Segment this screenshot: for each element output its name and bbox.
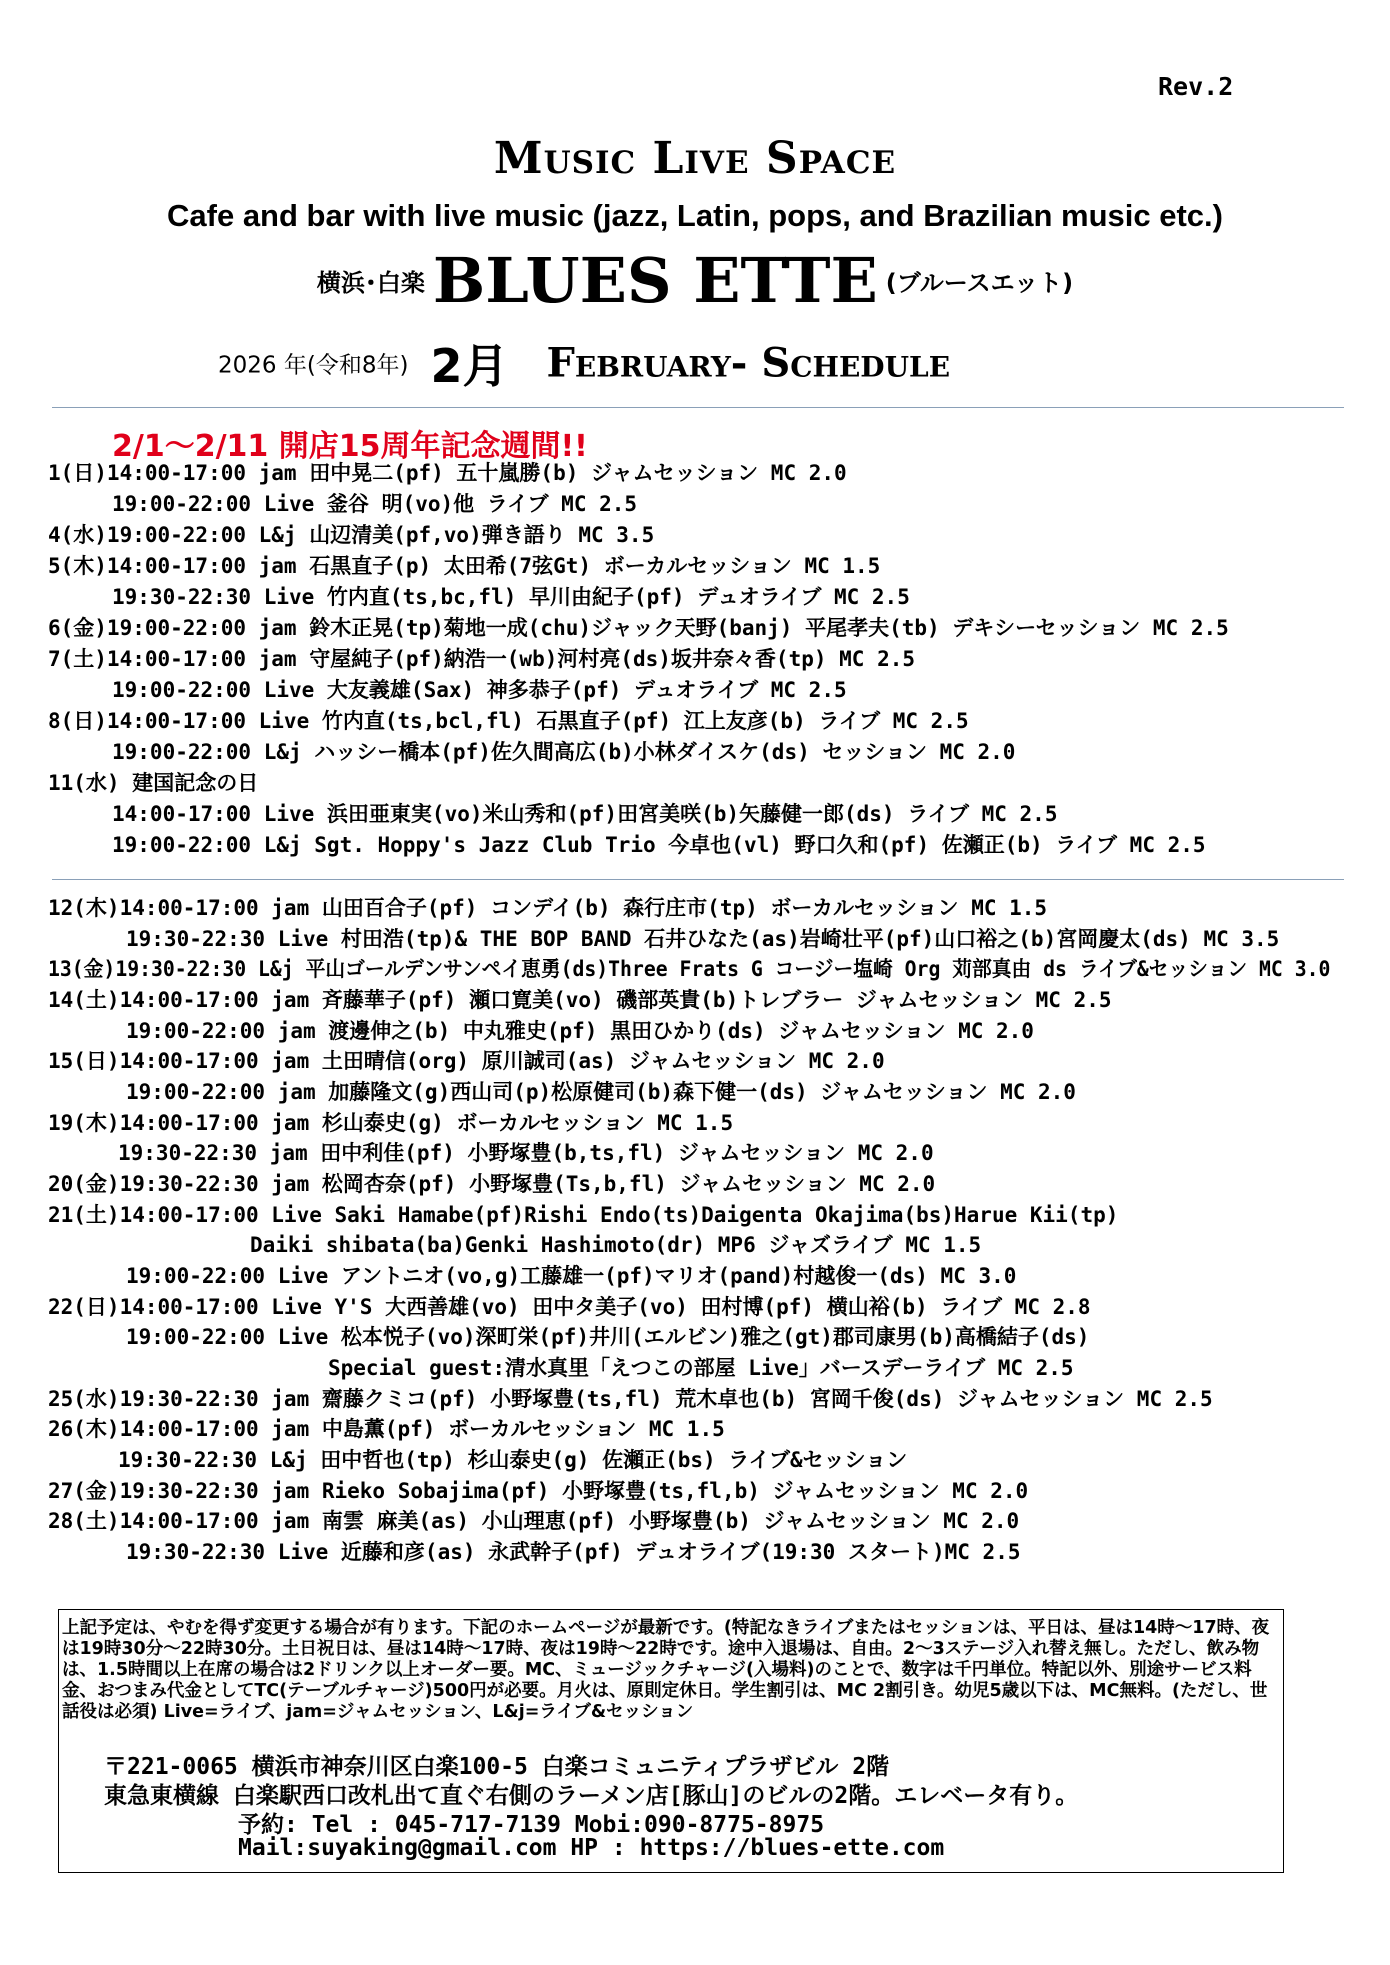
schedule-line: 15(日)14:00-17:00 jam 土田晴信(org) 原川誠司(as) ジャムセッション MC 2.0	[48, 1049, 885, 1073]
schedule-line: 25(水)19:30-22:30 jam 齋藤クミコ(pf) 小野塚豊(ts,fl) 荒木卓也(b) 宮岡千俊(ds) ジャムセッション MC 2.5	[48, 1387, 1213, 1411]
schedule-line: 19:30-22:30 Live 近藤和彦(as) 永武幹子(pf) デュオライブ(19:30 スタート)MC 2.5	[126, 1540, 1021, 1564]
venue-kana: (ブルースエット)	[885, 269, 1074, 297]
schedule-line: 19:30-22:30 Live 村田浩(tp)& THE BOP BAND 石井ひなた(as)岩崎壮平(pf)山口裕之(b)宮岡慶太(ds) MC 3.5	[126, 927, 1280, 951]
schedule-line: 19:30-22:30 jam 田中利佳(pf) 小野塚豊(b,ts,fl) ジャムセッション MC 2.0	[118, 1141, 934, 1165]
schedule-line: 19:00-22:00 Live 釜谷 明(vo)他 ライブ MC 2.5	[112, 492, 638, 516]
divider-top	[52, 407, 1344, 408]
venue-name: BLUES ETTE	[432, 244, 878, 317]
schedule-line: 21(土)14:00-17:00 Live Saki Hamabe(pf)Rishi Endo(ts)Daigenta Okajima(bs)Harue Kii(tp)	[48, 1203, 1119, 1227]
schedule-line: 19(木)14:00-17:00 jam 杉山泰史(g) ボーカルセッション MC 1.5	[48, 1111, 734, 1135]
schedule-line: Daiki shibata(ba)Genki Hashimoto(dr) MP6 ジャズライブ MC 1.5	[250, 1233, 982, 1257]
venue-heading	[0, 244, 1390, 317]
schedule-line: 27(金)19:30-22:30 jam Rieko Sobajima(pf) 小野塚豊(ts,fl,b) ジャムセッション MC 2.0	[48, 1479, 1029, 1503]
schedule-line: 28(土)14:00-17:00 jam 南雲 麻美(as) 小山理恵(pf) 小野塚豊(b) ジャムセッション MC 2.0	[48, 1509, 1020, 1533]
schedule-line: 7(土)14:00-17:00 jam 守屋純子(pf)納浩一(wb)河村亮(ds)坂井奈々香(tp) MC 2.5	[48, 647, 916, 671]
page-subtitle: Cafe and bar with live music (jazz, Latin, pops, and Brazilian music etc.)	[167, 198, 1223, 233]
schedule-month-en: February- Schedule	[546, 339, 951, 387]
schedule-line: 19:30-22:30 Live 竹内直(ts,bc,fl) 早川由紀子(pf) デュオライブ MC 2.5	[112, 585, 910, 609]
schedule-month: 2月	[430, 339, 509, 393]
schedule-line: 19:00-22:00 L&j Sgt. Hoppy's Jazz Club Trio 今卓也(vl) 野口久和(pf) 佐瀬正(b) ライブ MC 2.5	[112, 833, 1206, 857]
notice-text: 上記予定は、やむを得ず変更する場合が有ります。下記のホームページが最新です。(特記なきライブまたはセッションは、平日は、昼は14時～17時、夜は19時30分～22時30分。土日祝日は、昼は14時～17時、夜は19時～22時です。途中入退場は、自由。2～3ステージ入れ替え無し。ただし、飲み物は、1.5時間以上在席の場合は2ドリンク以上オーダー要。MC、ミュージックチャージ(入場料)のことで、数字は千円単位。特記以外、別途サービス料金、おつまみ代金としてTC(テーブルチャージ)500円が必要。月火は、原則定休日。学生割引は、MC 2割引き。幼児5歳以下は、MC無料。(ただし、世話役は必須) Live=ライブ、jam=ジャムセッション、L&j=ライブ&セッション	[62, 1618, 1270, 1722]
schedule-line: 22(日)14:00-17:00 Live Y'S 大西善雄(vo) 田中タ美子(vo) 田村博(pf) 横山裕(b) ライブ MC 2.8	[48, 1295, 1091, 1319]
schedule-line: 1(日)14:00-17:00 jam 田中晃二(pf) 五十嵐勝(b) ジャムセッション MC 2.0	[48, 461, 847, 485]
access-line: 東急東横線 白楽駅西口改札出て直ぐ右側のラーメン店[豚山]のビルの2階。エレベータ有り。	[104, 1783, 1079, 1809]
schedule-line: 13(金)19:30-22:30 L&j 平山ゴールデンサンペイ恵勇(ds)Three Frats G コージー塩崎 Org 苅部真由 ds ライブ&セッション MC 3.0	[48, 957, 1331, 981]
schedule-line: 19:00-22:00 L&j ハッシー橋本(pf)佐久間高広(b)小林ダイスケ(ds) セッション MC 2.0	[112, 740, 1016, 764]
schedule-line: 5(木)14:00-17:00 jam 石黒直子(p) 太田希(7弦Gt) ボーカルセッション MC 1.5	[48, 554, 881, 578]
phone-line: 予約: Tel : 045-717-7139 Mobi:090-8775-8975	[238, 1812, 825, 1838]
schedule-line: 11(水) 建国記念の日	[48, 771, 259, 795]
contact-line: Mail:suyaking@gmail.com HP : https://blues-ette.com	[238, 1835, 945, 1861]
schedule-line: 20(金)19:30-22:30 jam 松岡杏奈(pf) 小野塚豊(Ts,b,fl) ジャムセッション MC 2.0	[48, 1172, 936, 1196]
revision-label: Rev.2	[1158, 72, 1234, 101]
schedule-line: 14:00-17:00 Live 浜田亜東実(vo)米山秀和(pf)田宮美咲(b)矢藤健一郎(ds) ライブ MC 2.5	[112, 802, 1058, 826]
schedule-line: 19:00-22:00 jam 渡邊伸之(b) 中丸雅史(pf) 黒田ひかり(ds) ジャムセッション MC 2.0	[126, 1019, 1034, 1043]
schedule-line: 12(木)14:00-17:00 jam 山田百合子(pf) コンデイ(b) 森行庄市(tp) ボーカルセッション MC 1.5	[48, 896, 1048, 920]
schedule-line: 19:00-22:00 Live 大友義雄(Sax) 神多恭子(pf) デュオライブ MC 2.5	[112, 678, 847, 702]
schedule-line: 14(土)14:00-17:00 jam 斉藤華子(pf) 瀬口寛美(vo) 磯部英貴(b)トレブラー ジャムセッション MC 2.5	[48, 988, 1112, 1012]
schedule-line: 19:00-22:00 Live アントニオ(vo,g)工藤雄一(pf)マリオ(pand)村越俊一(ds) MC 3.0	[126, 1264, 1017, 1288]
schedule-line: 19:00-22:00 Live 松本悦子(vo)深町栄(pf)井川(エルビン)雅之(gt)郡司康男(b)高橋結子(ds)	[126, 1325, 1090, 1349]
schedule-line: 6(金)19:00-22:00 jam 鈴木正晃(tp)菊地一成(chu)ジャック天野(banj) 平尾孝夫(tb) デキシーセッション MC 2.5	[48, 616, 1229, 640]
schedule-line: 19:00-22:00 jam 加藤隆文(g)西山司(p)松原健司(b)森下健一(ds) ジャムセッション MC 2.0	[126, 1080, 1076, 1104]
page-title: Music Live Space	[493, 133, 897, 184]
schedule-line: 26(木)14:00-17:00 jam 中島薫(pf) ボーカルセッション MC 1.5	[48, 1417, 725, 1441]
schedule-heading	[218, 330, 950, 396]
venue-location: 横浜･白楽	[316, 269, 425, 297]
schedule-line: 19:30-22:30 L&j 田中哲也(tp) 杉山泰史(g) 佐瀬正(bs) ライブ&セッション	[118, 1448, 908, 1472]
divider-middle	[52, 879, 1344, 880]
address-line: 〒221-0065 横浜市神奈川区白楽100-5 白楽コミュニティプラザビル 2階	[104, 1754, 890, 1780]
schedule-year: 2026 年(令和8年)	[218, 352, 409, 379]
schedule-line: 8(日)14:00-17:00 Live 竹内直(ts,bcl,fl) 石黒直子(pf) 江上友彦(b) ライブ MC 2.5	[48, 709, 969, 733]
schedule-line: 4(水)19:00-22:00 L&j 山辺清美(pf,vo)弾き語り MC 3.5	[48, 523, 655, 547]
schedule-line: Special guest:清水真里「えつこの部屋 Live」バースデーライブ MC 2.5	[328, 1356, 1074, 1380]
anniversary-banner: 2/1～2/11 開店15周年記念週間!!	[112, 429, 588, 464]
